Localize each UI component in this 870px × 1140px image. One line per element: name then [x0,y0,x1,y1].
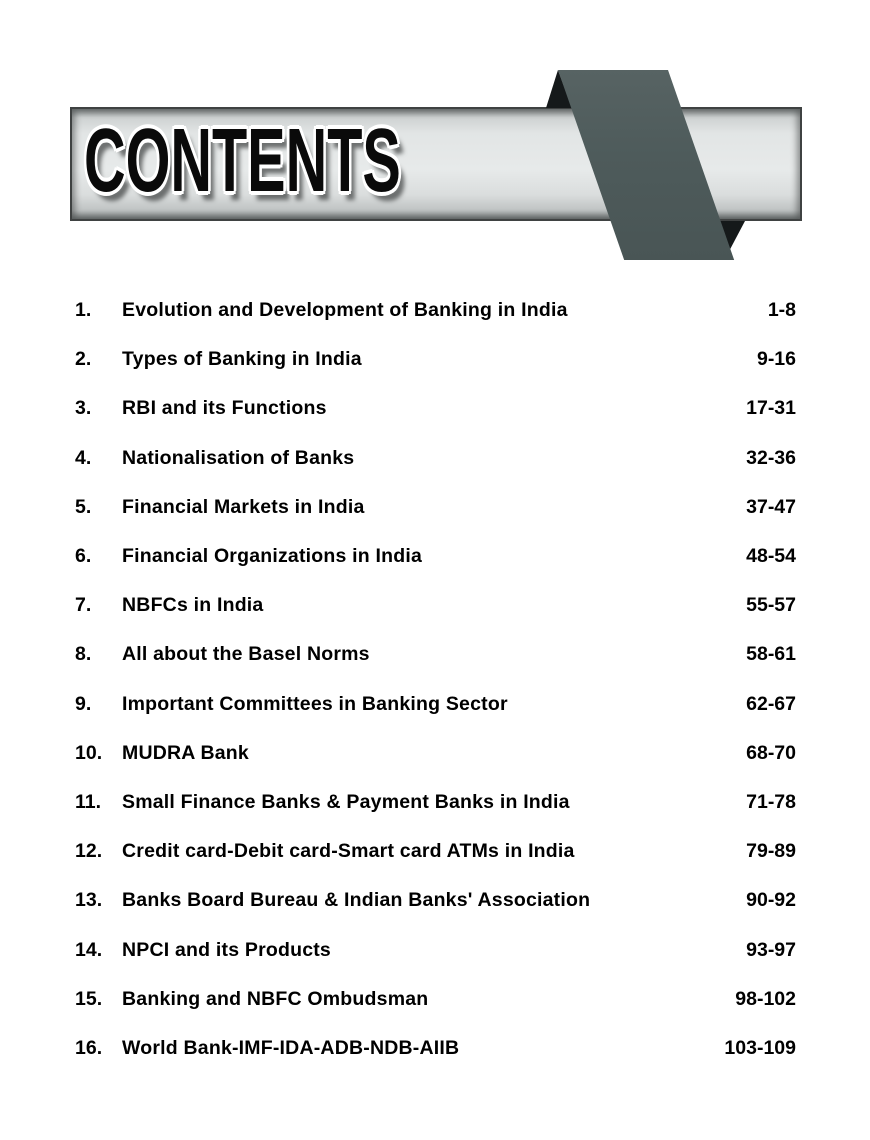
toc-entry-pages: 55-57 [746,594,796,617]
toc-entry-number: 5. [75,495,92,518]
page-title: CONTENTS [84,111,401,211]
header-banner-area [0,0,870,270]
toc-entry-pages: 32-36 [746,446,796,469]
toc-entry-title: Banking and NBFC Ombudsman [122,987,429,1010]
toc-entry-title: NPCI and its Products [122,938,331,961]
toc-entry-number: 8. [75,643,92,666]
toc-entry-number: 1. [75,299,92,322]
toc-entry [75,630,796,679]
toc-entry-pages: 103-109 [724,1036,796,1059]
toc-entry-pages: 62-67 [746,692,796,715]
toc-entry [75,827,796,876]
toc-entry-title: Evolution and Development of Banking in India [122,299,568,322]
toc-entry [75,680,796,729]
toc-entry [75,975,796,1024]
toc-entry [75,778,796,827]
toc-entry-title: Credit card-Debit card-Smart card ATMs in India [122,840,575,863]
toc-entry [75,1024,796,1073]
toc-entry-pages: 1-8 [767,299,796,322]
toc-entry [75,483,796,532]
toc-entry-number: 2. [75,348,92,371]
toc-entry-number: 6. [75,545,92,568]
toc-entry [75,434,796,483]
toc-entry-title: MUDRA Bank [122,741,249,764]
toc-entry-number: 4. [75,446,92,469]
toc-entry-title: RBI and its Functions [122,397,327,420]
toc-entry-pages: 58-61 [746,643,796,666]
toc-entry-title: Small Finance Banks & Payment Banks in India [122,790,570,813]
toc-entry-title: Financial Organizations in India [122,545,423,568]
toc-entry-pages: 71-78 [746,790,796,813]
toc-entry-pages: 93-97 [746,938,796,961]
toc-entry-pages: 90-92 [746,889,796,912]
toc-entry-pages: 37-47 [746,495,796,518]
toc-entry-title: All about the Basel Norms [122,643,370,666]
toc-entry-title: Nationalisation of Banks [122,446,355,469]
toc-entry-title: World Bank-IMF-IDA-ADB-NDB-AIIB [122,1036,460,1059]
toc-entry-title: NBFCs in India [122,594,264,617]
toc-entry-title: Financial Markets in India [122,495,365,518]
toc-entry-number: 3. [75,397,92,420]
toc-entry-number: 15. [75,987,103,1010]
toc-entry [75,729,796,778]
toc-entry-number: 14. [75,938,103,961]
toc-list [75,286,796,1073]
toc-entry [75,876,796,925]
toc-entry-number: 13. [75,889,103,912]
toc-entry-number: 10. [75,741,103,764]
toc-entry-number: 11. [75,790,102,813]
toc-entry-pages: 17-31 [746,397,796,420]
toc-entry [75,925,796,974]
toc-entry [75,581,796,630]
toc-entry [75,384,796,433]
toc-entry-title: Banks Board Bureau & Indian Banks' Association [122,889,591,912]
toc-entry [75,335,796,384]
toc-entry [75,286,796,335]
toc-entry-pages: 68-70 [746,741,796,764]
toc-entry-pages: 98-102 [735,987,796,1010]
toc-entry-number: 9. [75,692,92,715]
toc-entry-pages: 9-16 [756,348,796,371]
toc-entry-title: Types of Banking in India [122,348,362,371]
toc-entry-number: 16. [75,1036,103,1059]
toc-entry-number: 7. [75,594,92,617]
toc-entry [75,532,796,581]
toc-entry-number: 12. [75,840,103,863]
toc-entry-title: Important Committees in Banking Sector [122,692,508,715]
toc-entry-pages: 79-89 [746,840,796,863]
toc-entry-pages: 48-54 [746,545,796,568]
